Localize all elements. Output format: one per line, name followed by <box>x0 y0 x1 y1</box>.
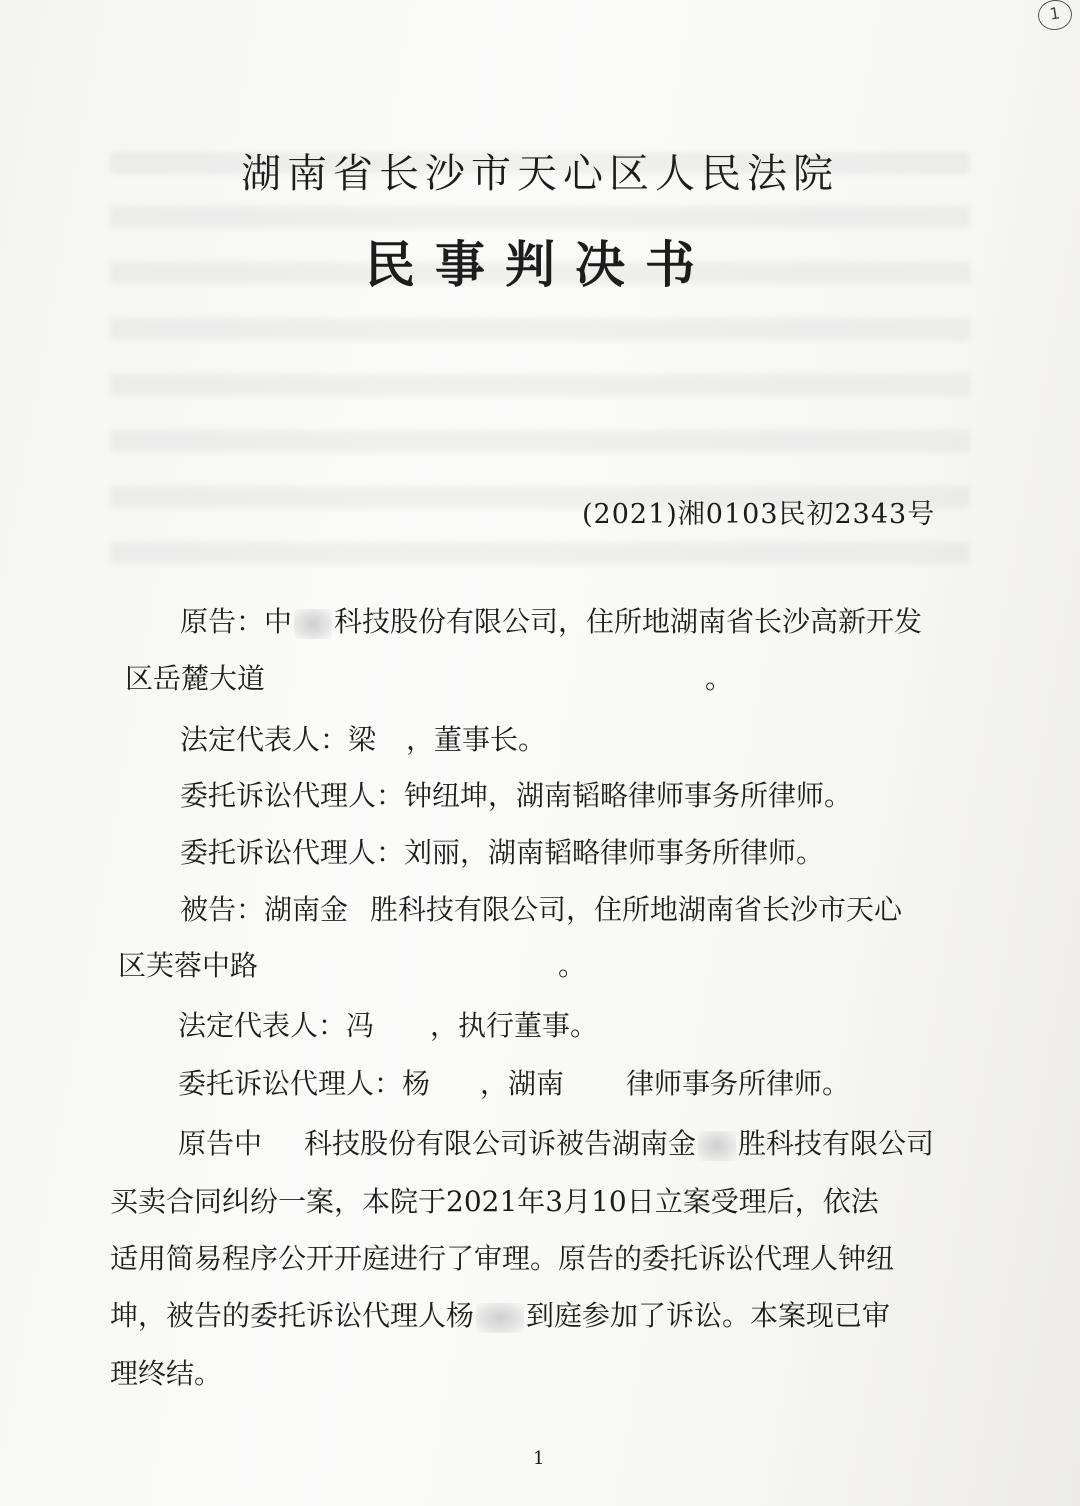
document-type: 民事判决书 <box>365 235 715 294</box>
defendant-company: 胜科技有限公司，住所地湖南省长沙市天心 <box>370 893 903 926</box>
plaintiff-rep-label: 法定代表人：梁 <box>180 723 377 756</box>
plaintiff-address-line <box>125 657 733 697</box>
plaintiff-agent-1: 委托诉讼代理人：钟纽坤，湖南韬略律师事务所律师。 <box>180 779 853 812</box>
defendant-address-line <box>118 944 586 984</box>
body-defendant-end: 胜科技有限公司 <box>738 1127 935 1160</box>
defendant-agent-label: 委托诉讼代理人：杨 <box>178 1067 431 1100</box>
court-name: 湖南省长沙市天心区人民法院 <box>241 151 839 197</box>
body-line-3: 适用简易程序公开开庭进行了审理。原告的委托诉讼代理人钟纽 <box>110 1242 895 1275</box>
bleed-through <box>110 318 970 340</box>
page-circle-mark: 1 <box>1036 0 1074 32</box>
plaintiff-line <box>180 600 922 640</box>
body-line-5: 理终结。 <box>110 1357 223 1390</box>
body-line-1 <box>178 1122 934 1162</box>
defendant-rep-title: ，执行董事。 <box>430 1009 599 1042</box>
plaintiff-address-end: 。 <box>705 662 734 695</box>
plaintiff-agent-2: 委托诉讼代理人：刘丽，湖南韬略律师事务所律师。 <box>180 836 825 869</box>
defendant-agent-firm-end: 律师事务所律师。 <box>626 1067 851 1100</box>
defendant-agent-firm-start: ，湖南 <box>480 1067 565 1100</box>
body-attend: 到庭参加了诉讼。本案现已审 <box>526 1299 891 1332</box>
plaintiff-rep-title: ，董事长。 <box>406 723 547 756</box>
redaction <box>294 609 332 639</box>
redaction <box>476 1303 524 1333</box>
plaintiff-address: 区岳麓大道 <box>125 662 266 695</box>
body-claim: 科技股份有限公司诉被告湖南金 <box>304 1127 697 1160</box>
body-agent: 坤，被告的委托诉讼代理人杨 <box>110 1299 475 1332</box>
body-line-4 <box>110 1294 890 1334</box>
defendant-label: 被告：湖南金 <box>180 893 349 926</box>
plaintiff-company: 科技股份有限公司，住所地湖南省长沙高新开发 <box>334 605 923 638</box>
body-plaintiff: 原告中 <box>178 1127 263 1160</box>
bleed-through <box>110 430 970 452</box>
defendant-address-end: 。 <box>558 949 587 982</box>
body-line-2: 买卖合同纠纷一案，本院于2021年3月10日立案受理后，依法 <box>110 1185 879 1218</box>
plaintiff-label: 原告：中 <box>180 605 293 638</box>
bleed-through <box>110 374 970 396</box>
page-number: 1 <box>533 1448 545 1469</box>
defendant-address: 区芙蓉中路 <box>118 949 259 982</box>
defendant-agent-line <box>178 1062 850 1102</box>
bleed-through <box>110 542 970 564</box>
defendant-line <box>180 888 902 928</box>
case-number: (2021)湘0103民初2343号 <box>582 499 936 530</box>
redaction <box>698 1131 736 1161</box>
defendant-rep-label: 法定代表人：冯 <box>178 1009 375 1042</box>
plaintiff-rep-line <box>180 718 546 758</box>
defendant-rep-line <box>178 1004 598 1044</box>
